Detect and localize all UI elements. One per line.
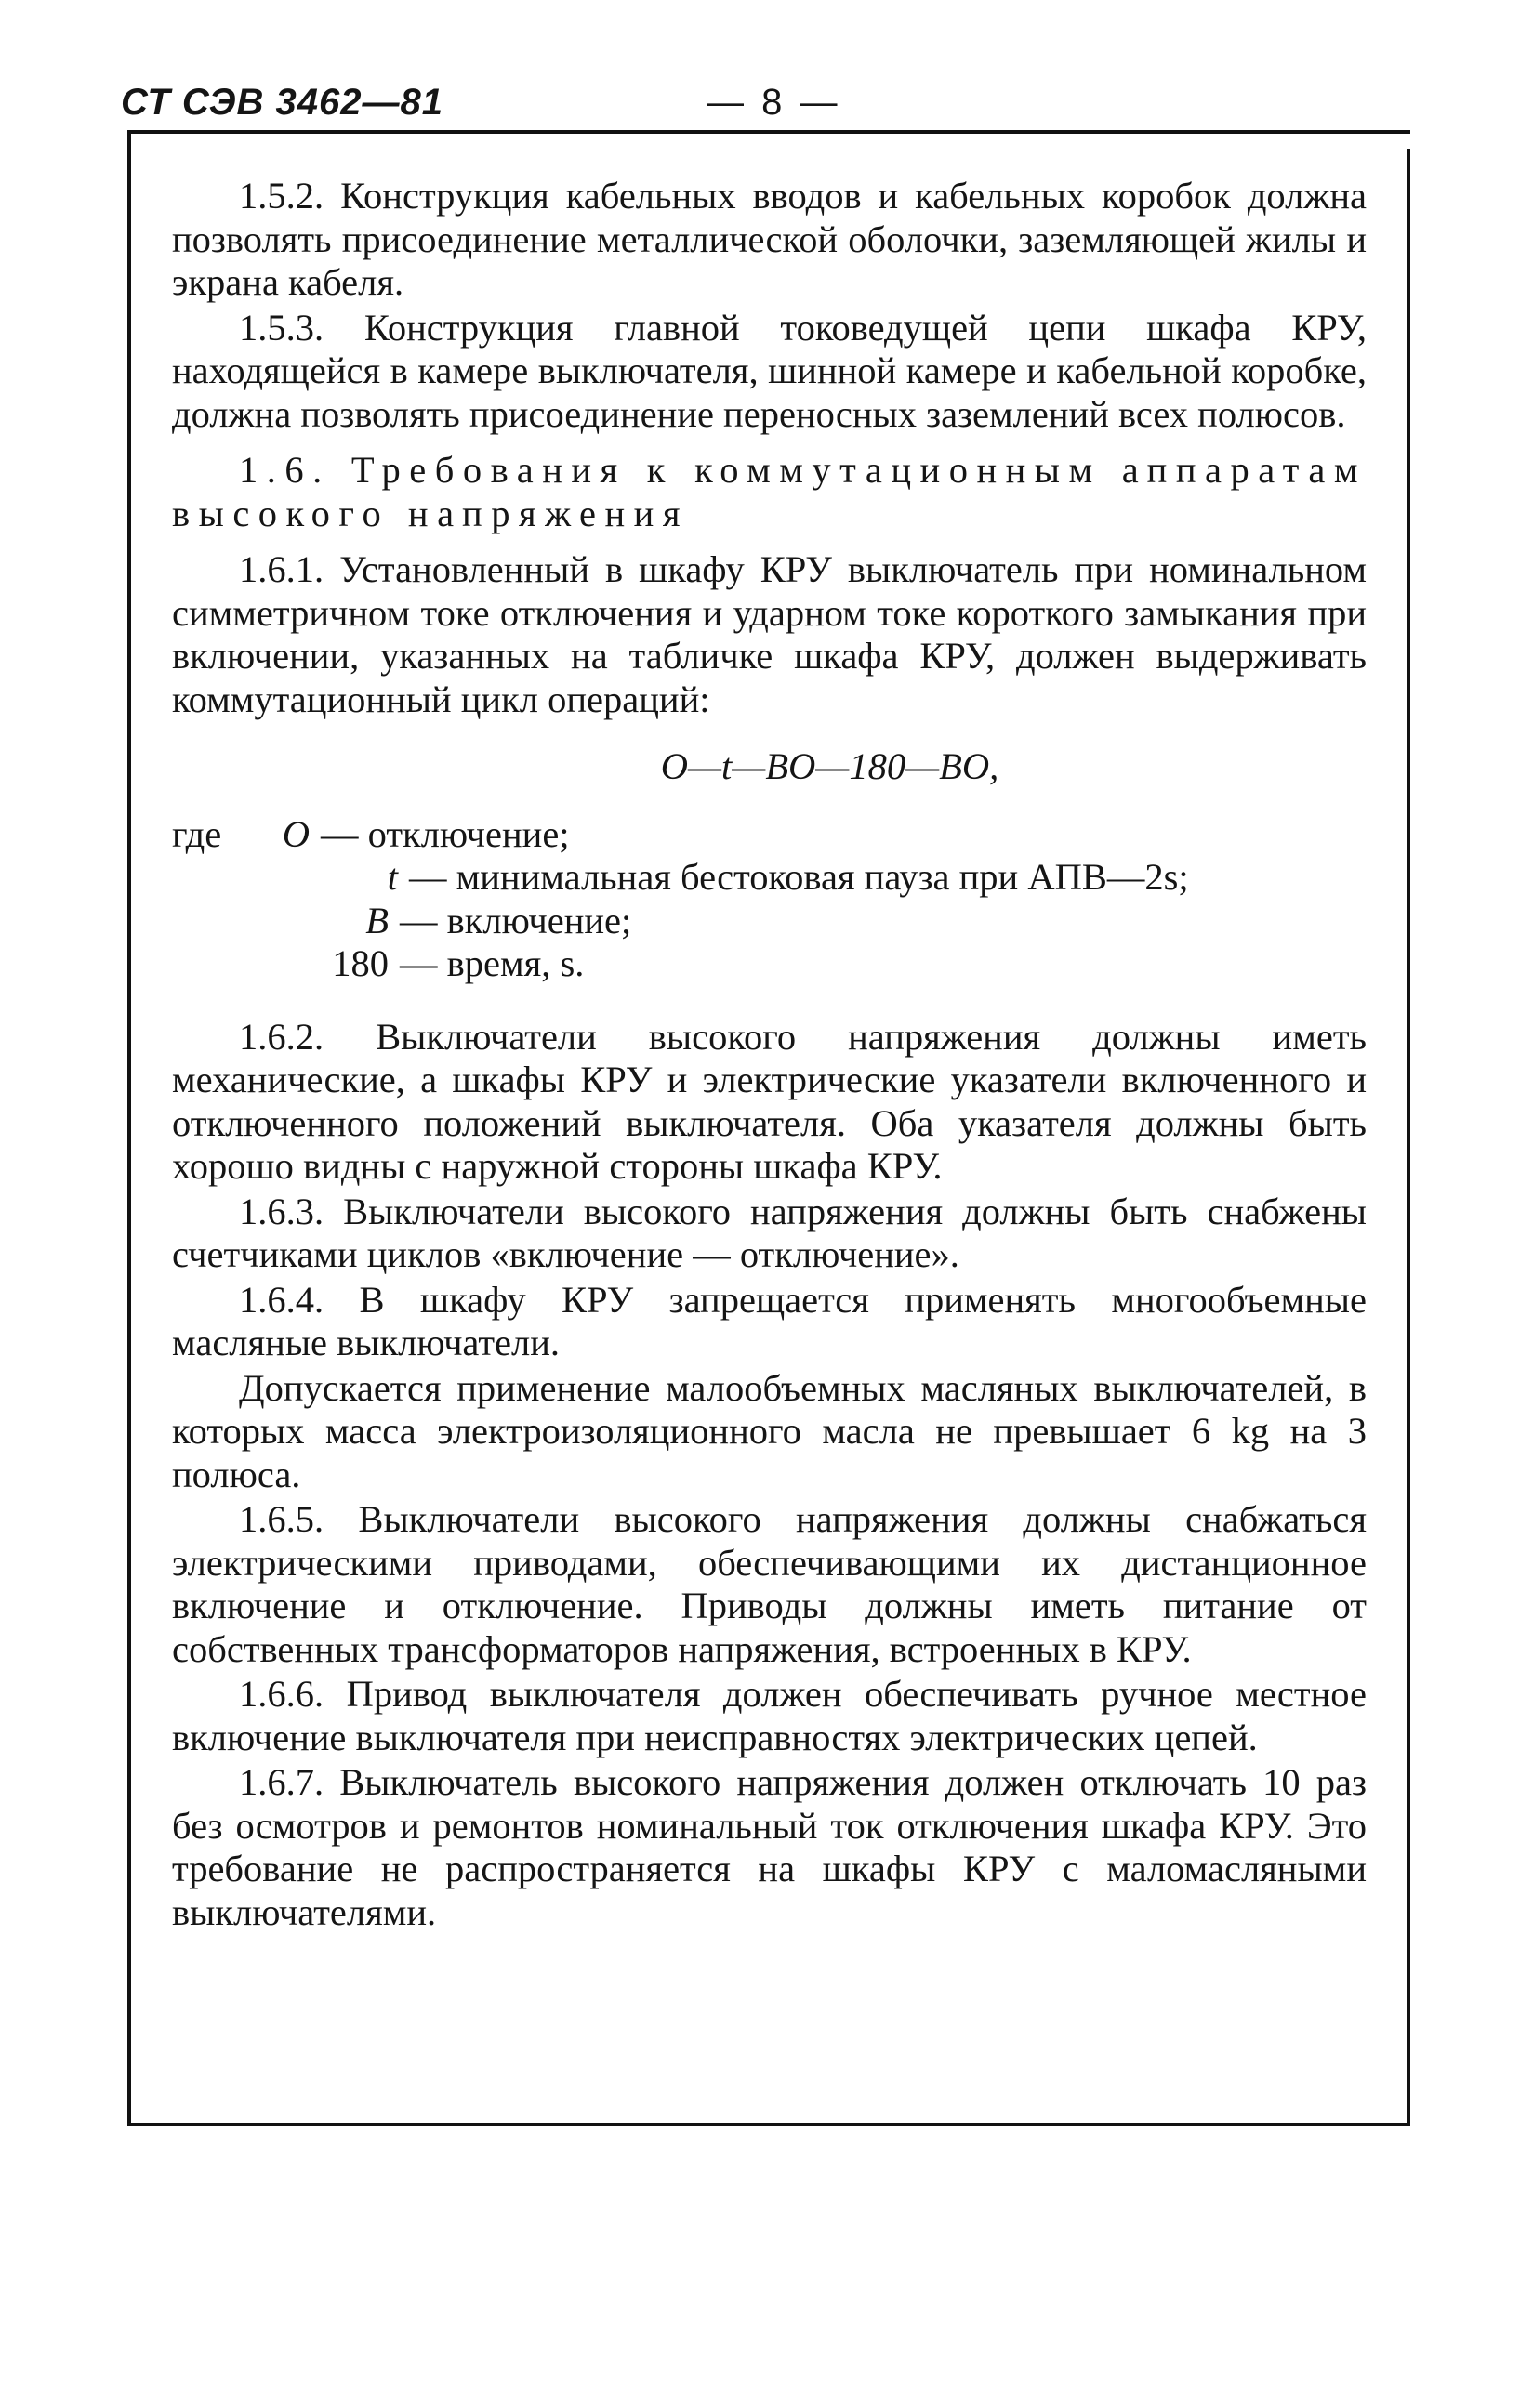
definition-text: — время, s. <box>400 942 585 984</box>
paragraph-1-6-7: 1.6.7. Выключатель высокого напряжения должен отключать 10 раз без осмотров и ремонтов номинальный ток отключения шкафа КРУ. Это требование не распространяется на шкафы КРУ с маломасляными выключателями. <box>172 1761 1367 1933</box>
paragraph-1-5-3: 1.5.3. Конструкция главной токоведущей цепи шкафа КРУ, находящейся в камере выключателя, шинной камере и кабельной коробке, должна позволять присоединение переносных заземлений всех полюсов. <box>172 306 1367 435</box>
definition-row <box>172 813 1367 857</box>
paragraph-1-6-4: 1.6.4. В шкафу КРУ запрещается применять многообъемные масляные выключатели. <box>172 1278 1367 1363</box>
paragraph-1-6-5: 1.6.5. Выключатели высокого напряжения должны снабжаться электрическими приводами, обеспечивающими их дистанционное включение и отключение. Приводы должны иметь питание от собственных трансформаторов напряжения, встроенных в КРУ. <box>172 1498 1367 1670</box>
definition-text: — включение; <box>400 899 632 941</box>
where-word: где <box>172 812 222 855</box>
page-number: — 8 — <box>707 82 841 123</box>
frame-left-rule <box>127 130 131 2126</box>
definition-text: — отключение; <box>321 812 570 855</box>
frame-right-rule <box>1407 149 1410 2126</box>
section-heading-1-6: 1.6. Требования к коммутационным аппаратам высокого напряжения <box>172 449 1367 534</box>
operation-cycle-formula: O—t—BO—180—BO, <box>660 745 999 787</box>
definition-symbol: B <box>365 899 389 941</box>
definition-row <box>172 942 1367 986</box>
frame-bottom-rule <box>127 2123 1410 2126</box>
definition-symbol: O <box>282 812 310 855</box>
definition-text: — минимальная бестоковая пауза при АПВ—2s; <box>409 856 1189 898</box>
document-body <box>172 175 1367 1936</box>
paragraph-1-6-1: 1.6.1. Установленный в шкафу КРУ выключатель при номинальном симметричном токе отключения и ударном токе короткого замыкания при включении, указанных на табличке шкафа КРУ, должен выдерживать коммутационный цикл операций: <box>172 548 1367 720</box>
standard-code: СТ СЭВ 3462—81 <box>121 82 444 123</box>
definition-symbol: t <box>387 856 398 898</box>
frame-top-rule <box>127 130 1410 134</box>
definition-row <box>172 856 1367 900</box>
definition-row <box>172 900 1367 943</box>
paragraph-1-5-2: 1.5.2. Конструкция кабельных вводов и кабельных коробок должна позволять присоединение металлической оболочки, заземляющей жилы и экрана кабеля. <box>172 175 1367 303</box>
page-header <box>121 82 1413 138</box>
paragraph-1-6-2: 1.6.2. Выключатели высокого напряжения должны иметь механические, а шкафы КРУ и электрические указатели включенного и отключенного положений выключателя. Оба указателя должны быть хорошо видны с наружной стороны шкафа КРУ. <box>172 1015 1367 1187</box>
definitions-list <box>172 813 1367 986</box>
paragraph-1-6-6: 1.6.6. Привод выключателя должен обеспечивать ручное местное включение выключателя при неисправностях электрических цепей. <box>172 1673 1367 1758</box>
paragraph-1-6-4-continued: Допускается применение малообъемных масляных выключателей, в которых масса электроизоляционного масла не превышает 6 kg на 3 полюса. <box>172 1366 1367 1495</box>
definition-symbol: 180 <box>332 942 389 984</box>
paragraph-1-6-3: 1.6.3. Выключатели высокого напряжения должны быть снабжены счетчиками циклов «включение — отключение». <box>172 1190 1367 1275</box>
